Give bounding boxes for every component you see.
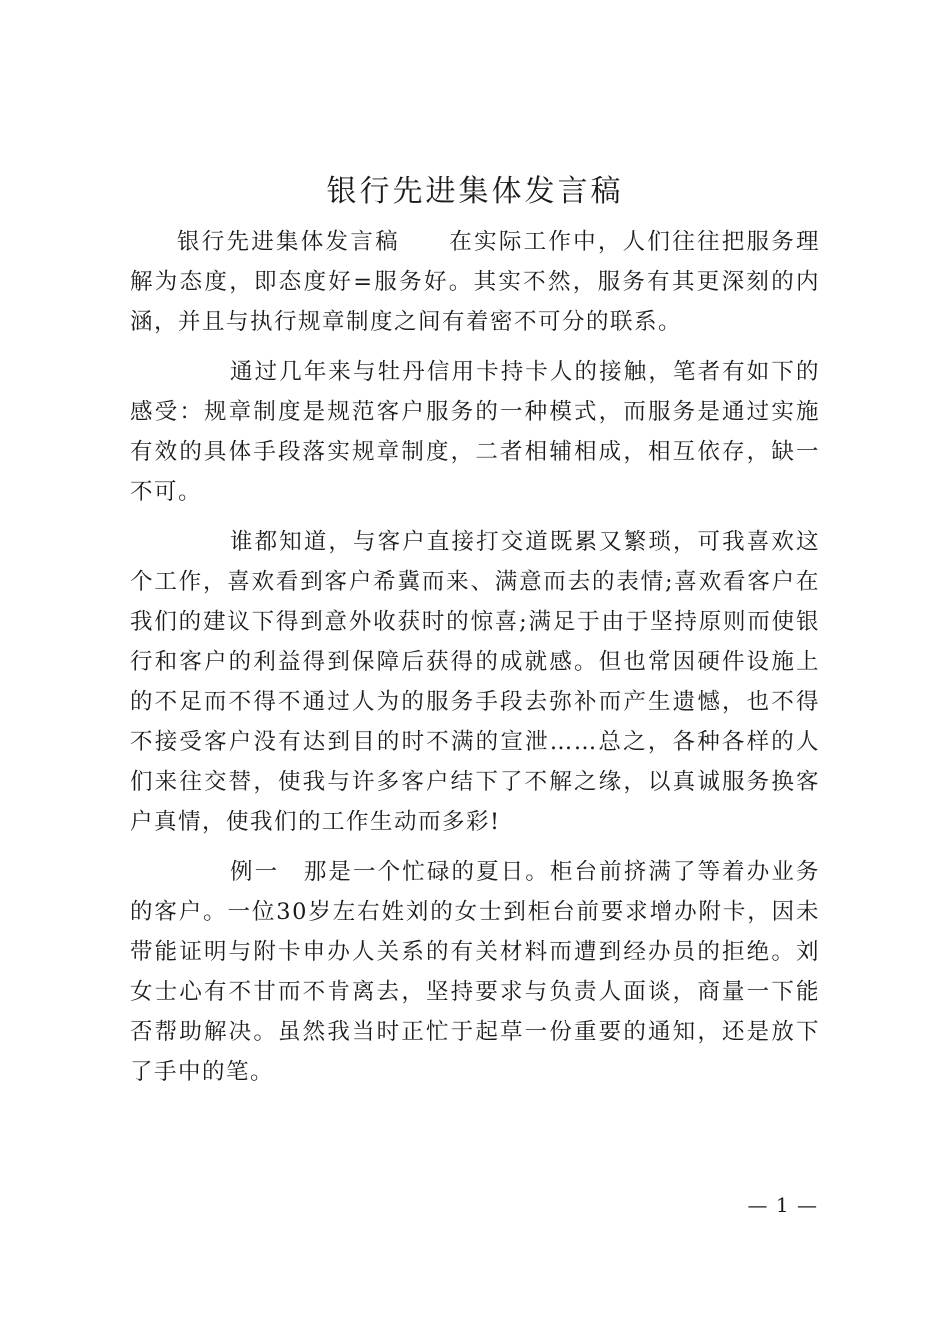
paragraph-feelings: 通过几年来与牡丹信用卡持卡人的接触，笔者有如下的感受：规章制度是规范客户服务的一种模式，而服务是通过实施有效的具体手段落实规章制度，二者相辅相成，相互依存，缺一不可。: [130, 359, 820, 505]
page-number: — 1 —: [747, 1193, 818, 1217]
paragraph-work-experience: 谁都知道，与客户直接打交道既累又繁琐，可我喜欢这个工作，喜欢看到客户希冀而来、满意而去的表情;喜欢看客户在我们的建议下得到意外收获时的惊喜;满足于由于坚持原则而使银行和客户的利益得到保障后获得的成就感。但也常因硬件设施上的不足而不得不通过人为的服务手段去弥补而产生遗憾，也不得不接受客户没有达到目的时不满的宣泄……总之，各种各样的人们来往交替，使我与许多客户结下了不解之缘，以真诚服务换客户真情，使我们的工作生动而多彩!: [130, 529, 820, 835]
document-body: [130, 222, 820, 1092]
paragraph-example-one: 例一 那是一个忙碌的夏日。柜台前挤满了等着办业务的客户。一位30岁左右姓刘的女士到柜台前要求增办附卡，因未带能证明与附卡申办人关系的有关材料而遭到经办员的拒绝。刘女士心有不甘而不肯离去，坚持要求与负责人面谈，商量一下能否帮助解决。虽然我当时正忙于起草一份重要的通知，还是放下了手中的笔。: [130, 859, 820, 1085]
document-title: 银行先进集体发言稿: [326, 174, 624, 209]
paragraph-intro: 银行先进集体发言稿 在实际工作中，人们往往把服务理解为态度，即态度好=服务好。其实不然，服务有其更深刻的内涵，并且与执行规章制度之间有着密不可分的联系。: [130, 229, 820, 335]
